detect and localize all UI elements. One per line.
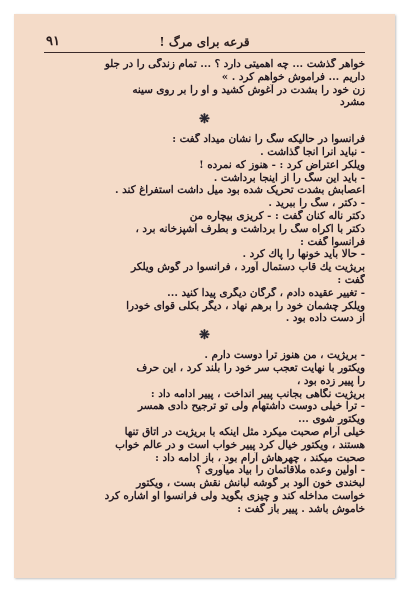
- book-page: [14, 14, 395, 578]
- text-line: گفت :: [337, 273, 365, 286]
- text-line: ویلکر چشمان خود را برهم نهاد ، دیگر بکلی قوای خودرا: [126, 299, 365, 312]
- page-number: ۹۱: [46, 34, 60, 49]
- text-line: فرانسوا گفت :: [300, 235, 365, 248]
- text-section-1: [44, 58, 365, 109]
- text-line: - حالا باید خونها را پاك کرد .: [242, 248, 365, 261]
- text-line: - اولین وعده ملاقاتمان را بیاد میآوری ؟: [195, 464, 365, 477]
- text-section-3: [44, 349, 365, 515]
- section-divider-star-icon: ❋: [199, 112, 210, 128]
- page-header: [44, 34, 365, 53]
- text-line: - تغییر عقیده دادم ، گرگان دیگری پیدا کنید ...: [167, 286, 365, 299]
- text-line: فرانسوا در حالیکه سگ را نشان میداد گفت :: [172, 133, 365, 146]
- text-line: هستند ، ویکتور خیال کرد پییر خواب است و در عالم خواب: [115, 438, 365, 451]
- text-line: دکتر ناله کنان گفت : - کریزی بیچاره من: [189, 209, 365, 222]
- text-line: مشرد: [340, 96, 365, 109]
- text-line: را پییر زده بود ،: [297, 374, 365, 387]
- text-line: خاموش باشد . پییر باز گفت :: [237, 502, 365, 515]
- text-line: ویکتور شوی ...: [298, 413, 365, 426]
- text-line: داریم ... فراموش خواهم کرد . »: [221, 70, 365, 83]
- text-line: خواست مداخله کند و چیزی بگوید ولی فرانسوا او اشاره کرد: [104, 489, 365, 502]
- text-line: بریژیت نگاهی بجانب پییر انداخت ، پییر ادامه داد :: [150, 387, 365, 400]
- text-line: از دست داده بود .: [285, 312, 365, 325]
- text-section-2: [44, 133, 365, 325]
- text-line: ویکتور با نهایت تعجب سر خود را بلند کرد ، این حرف: [136, 361, 365, 374]
- text-line: ویلکر اعتراض کرد : - هنوز که نمرده !: [199, 158, 365, 171]
- text-line: - بریژیت ، من هنوز ترا دوست دارم .: [204, 349, 365, 362]
- text-line: - باید این سگ را از اینجا برداشت .: [213, 171, 365, 184]
- text-line: - نباید انرا انجا گذاشت .: [260, 145, 365, 158]
- text-line: زن خود را بشدت در آغوش کشید و او را بر روی سینه: [132, 83, 365, 96]
- text-line: - دکتر ، سگ را ببرید .: [268, 197, 365, 210]
- page-body: [44, 58, 365, 516]
- text-line: خواهر گذشت ... چه اهمیتی دارد ؟ ... تمام زندگی را در جلو: [104, 58, 365, 70]
- section-divider-star-icon: ❋: [199, 328, 210, 344]
- text-line: صحبت میکند ، چهرهاش آرام بود ، باز ادامه داد :: [155, 451, 365, 464]
- text-line: - ترا خیلی دوست داشتهام ولی تو ترجیح دادی همسر: [137, 400, 365, 413]
- text-line: دکتر با اکراه سگ را برداشت و بطرف آشپزخانه برد ،: [135, 222, 365, 235]
- text-line: لبخندی خون آلود بر گوشه لبانش نقش بست ، ویکتور: [136, 477, 365, 490]
- text-line: بریژیت یك قاب دستمال آورد ، فرانسوا در گوش ویلکر: [131, 261, 365, 274]
- running-title: قرعه برای مرگ !: [159, 35, 250, 49]
- text-line: اعصابش بشدت تحریک شده بود میل داشت استفراغ کند .: [114, 184, 365, 197]
- text-line: خیلی آرام صحبت میکرد مثل اینکه با بریژیت در اتاق تنها: [124, 425, 365, 438]
